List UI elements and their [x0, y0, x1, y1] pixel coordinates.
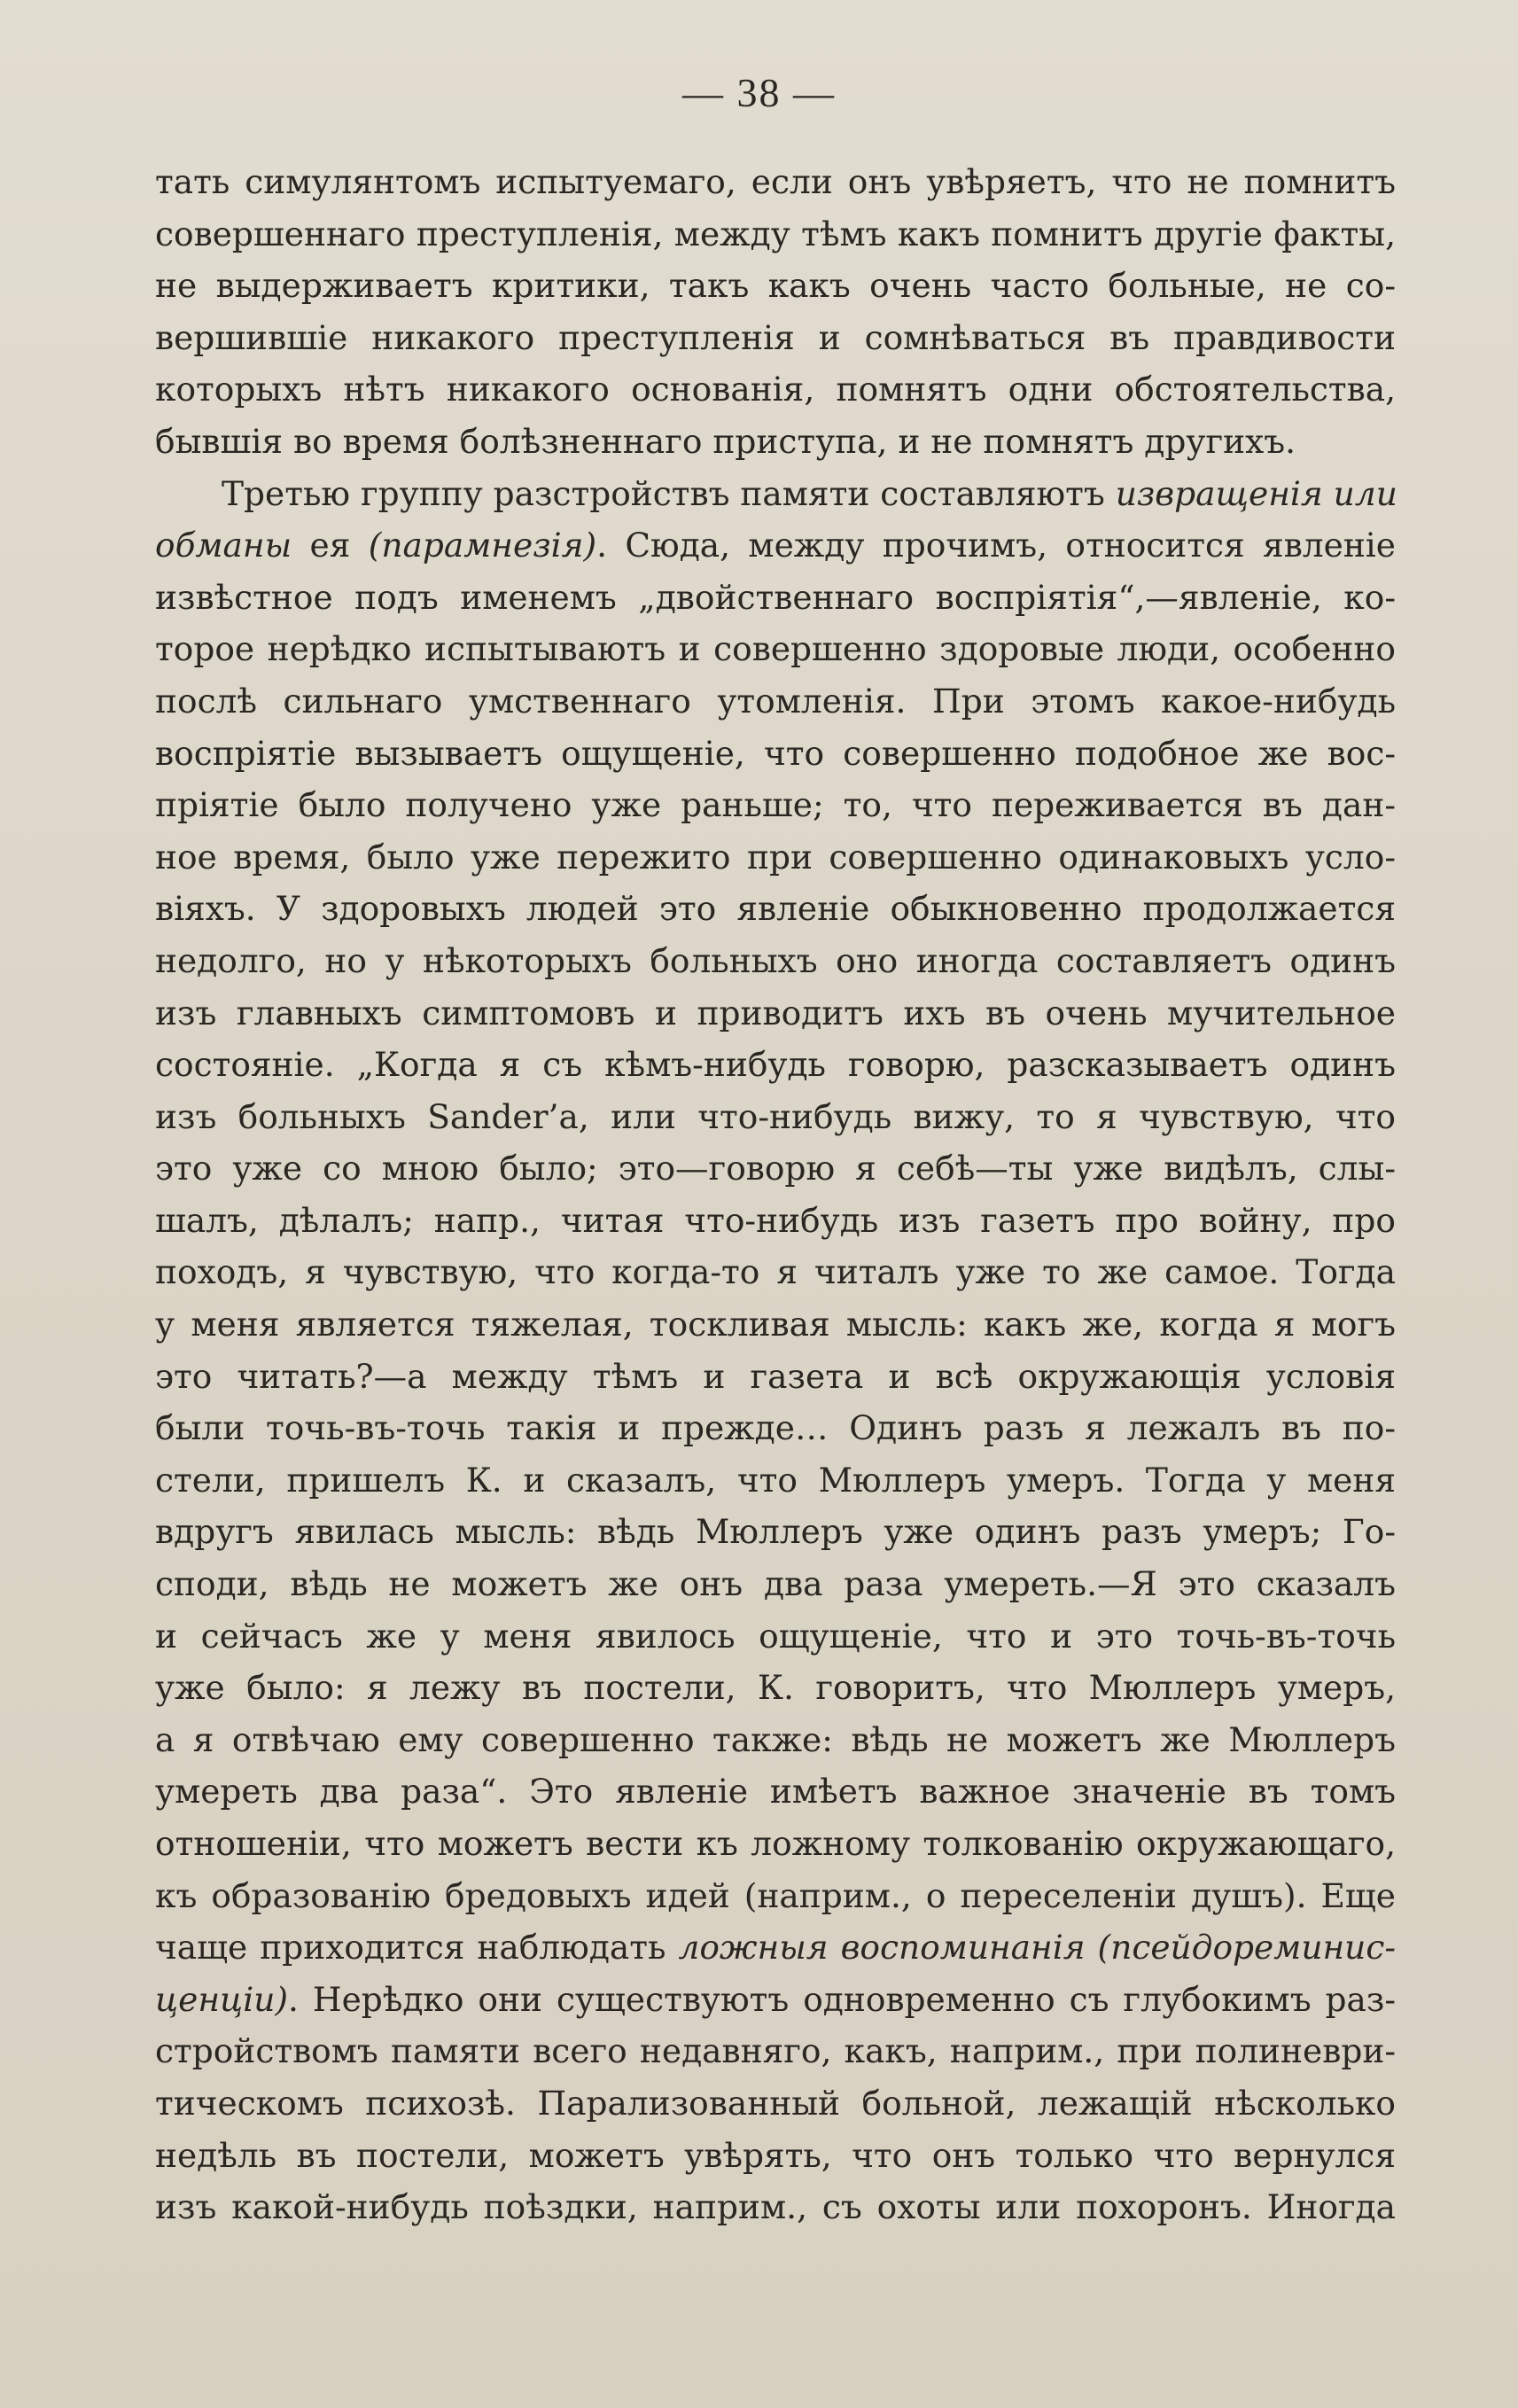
text-line [155, 2130, 1396, 2182]
text-segment: торое нерѣдко испытываютъ и совершенно здоровые люди, особенно [155, 629, 1396, 669]
text-line [155, 1610, 1396, 1663]
text-segment: походъ, я чувствую, что когда-то я читалъ уже то же самое. Тогда [155, 1252, 1396, 1292]
text-line [155, 1246, 1396, 1298]
text-segment: недѣль въ постели, можетъ увѣрять, что онъ только что вернулся [155, 2135, 1396, 2175]
text-line [155, 1039, 1396, 1091]
text-line [155, 2025, 1396, 2077]
text-segment: . Сюда, между прочимъ, относится явленіе [596, 526, 1396, 565]
text-line [155, 2077, 1396, 2130]
text-segment: недолго, но у нѣкоторыхъ больныхъ оно иногда составляетъ одинъ [155, 940, 1396, 980]
text-body [155, 156, 1396, 2233]
text-segment: вершившіе никакого преступленія и сомнѣваться въ правдивости [155, 317, 1396, 357]
text-line [155, 1870, 1396, 1922]
text-segment: уже было: я лежу въ постели, К. говоритъ, что Мюллеръ умеръ, [155, 1668, 1396, 1708]
text-segment: были точь-въ-точь такія и прежде… Одинъ разъ я лежалъ въ по- [155, 1408, 1396, 1448]
text-line [155, 468, 1396, 520]
italic-text-segment: обманы [155, 526, 292, 565]
text-line [155, 1714, 1396, 1766]
text-segment: пріятіе было получено уже раньше; то, что переживается въ дан- [155, 785, 1396, 825]
text-line [155, 1142, 1396, 1195]
text-segment: Третью группу разстройствъ памяти составляютъ [222, 473, 1116, 513]
text-line [155, 935, 1396, 987]
text-line [155, 831, 1396, 884]
italic-text-segment: ценціи) [155, 1979, 288, 2019]
text-segment: у меня является тяжелая, тоскливая мысль: какъ же, когда я могъ [155, 1305, 1396, 1344]
text-line [155, 675, 1396, 728]
text-line [155, 1195, 1396, 1247]
text-segment: изъ больныхъ Sander’а, или что-нибудь вижу, то я чувствую, что [155, 1096, 1396, 1136]
text-line [155, 1818, 1396, 1870]
italic-text-segment: ложныя воспоминанія (псейдореминис- [678, 1928, 1396, 1968]
text-line [155, 728, 1396, 780]
text-line [155, 1402, 1396, 1454]
text-segment: воспріятіе вызываетъ ощущеніе, что совершенно подобное же вос- [155, 733, 1396, 773]
text-segment: . Нерѣдко они существуютъ одновременно съ глубокимъ раз- [288, 1979, 1396, 2019]
text-line [155, 883, 1396, 935]
text-line [155, 260, 1396, 312]
text-line [155, 156, 1396, 208]
text-segment: тать симулянтомъ испытуемаго, если онъ увѣряетъ, что не помнитъ [155, 162, 1396, 201]
text-segment: тическомъ психозѣ. Парализованный больной, лежащій нѣсколько [155, 2083, 1396, 2123]
text-segment: совершеннаго преступленія, между тѣмъ какъ помнитъ другіе факты, [155, 214, 1396, 253]
text-segment: ное время, было уже пережито при совершенно одинаковыхъ усло- [155, 837, 1396, 877]
text-segment: къ образованію бредовыхъ идей (наприм., о переселеніи душъ). Еще [155, 1875, 1396, 1915]
text-segment: а я отвѣчаю ему совершенно также: вѣдь не можетъ же Мюллеръ [155, 1719, 1396, 1759]
text-segment: изъ главныхъ симптомовъ и приводитъ ихъ въ очень мучительное [155, 993, 1396, 1033]
text-segment: состояніе. „Когда я съ кѣмъ-нибудь говорю, разсказываетъ одинъ [155, 1045, 1396, 1085]
text-line [155, 987, 1396, 1040]
text-line [155, 779, 1396, 831]
text-line [155, 363, 1396, 416]
text-segment: віяхъ. У здоровыхъ людей это явленіе обыкновенно продолжается [155, 889, 1396, 929]
text-segment: извѣстное подъ именемъ „двойственнаго воспріятія“,—явленіе, ко- [155, 577, 1396, 617]
text-segment: которыхъ нѣтъ никакого основанія, помнятъ одни обстоятельства, [155, 370, 1396, 409]
text-segment: шалъ, дѣлалъ; напр., читая что-нибудь изъ газетъ про войну, про [155, 1200, 1396, 1240]
text-line [155, 312, 1396, 364]
text-line [155, 1351, 1396, 1403]
text-segment: стели, пришелъ К. и сказалъ, что Мюллеръ умеръ. Тогда у меня [155, 1460, 1396, 1500]
text-segment: бывшія во время болѣзненнаго приступа, и не помнятъ другихъ. [155, 421, 1296, 461]
text-line [155, 1974, 1396, 2026]
italic-text-segment: извращенія или [1115, 473, 1397, 513]
text-line [155, 519, 1396, 572]
text-line [155, 1921, 1396, 1974]
text-line [155, 1662, 1396, 1714]
text-line [155, 623, 1396, 675]
text-segment: послѣ сильнаго умственнаго утомленія. При этомъ какое-нибудь [155, 681, 1396, 721]
text-segment: изъ какой-нибудь поѣздки, наприм., съ охоты или похоронъ. Иногда [155, 2187, 1396, 2227]
text-segment: вдругъ явилась мысль: вѣдь Мюллеръ уже одинъ разъ умеръ; Го- [155, 1512, 1396, 1552]
text-line [155, 1298, 1396, 1351]
text-line [155, 1558, 1396, 1610]
italic-text-segment: (парамнезія) [368, 526, 597, 565]
text-segment: отношеніи, что можетъ вести къ ложному толкованію окружающаго, [155, 1824, 1396, 1863]
text-segment: не выдерживаетъ критики, такъ какъ очень часто больные, не со- [155, 266, 1396, 306]
text-line [155, 208, 1396, 261]
text-line [155, 1454, 1396, 1507]
text-segment: умереть два раза“. Это явленіе имѣетъ важное значеніе въ томъ [155, 1772, 1396, 1812]
text-segment: споди, вѣдь не можетъ же онъ два раза умереть.—Я это сказалъ [155, 1564, 1396, 1604]
text-segment: это уже со мною было; это—говорю я себѣ—ты уже видѣлъ, слы- [155, 1149, 1396, 1188]
text-segment: ея [292, 526, 369, 565]
text-segment: это читать?—а между тѣмъ и газета и всѣ окружающія условія [155, 1356, 1396, 1396]
page-number: — 38 — [682, 70, 836, 115]
text-segment: чаще приходится наблюдать [155, 1928, 679, 1968]
text-segment: и сейчасъ же у меня явилось ощущеніе, что и это точь-въ-точь [155, 1616, 1396, 1656]
text-segment: стройствомъ памяти всего недавняго, какъ, наприм., при полиневри- [155, 2031, 1396, 2071]
text-line [155, 1765, 1396, 1818]
text-line [155, 572, 1396, 624]
text-line [155, 1091, 1396, 1143]
text-line [155, 1506, 1396, 1558]
text-line [155, 416, 1396, 468]
text-line [155, 2181, 1396, 2233]
